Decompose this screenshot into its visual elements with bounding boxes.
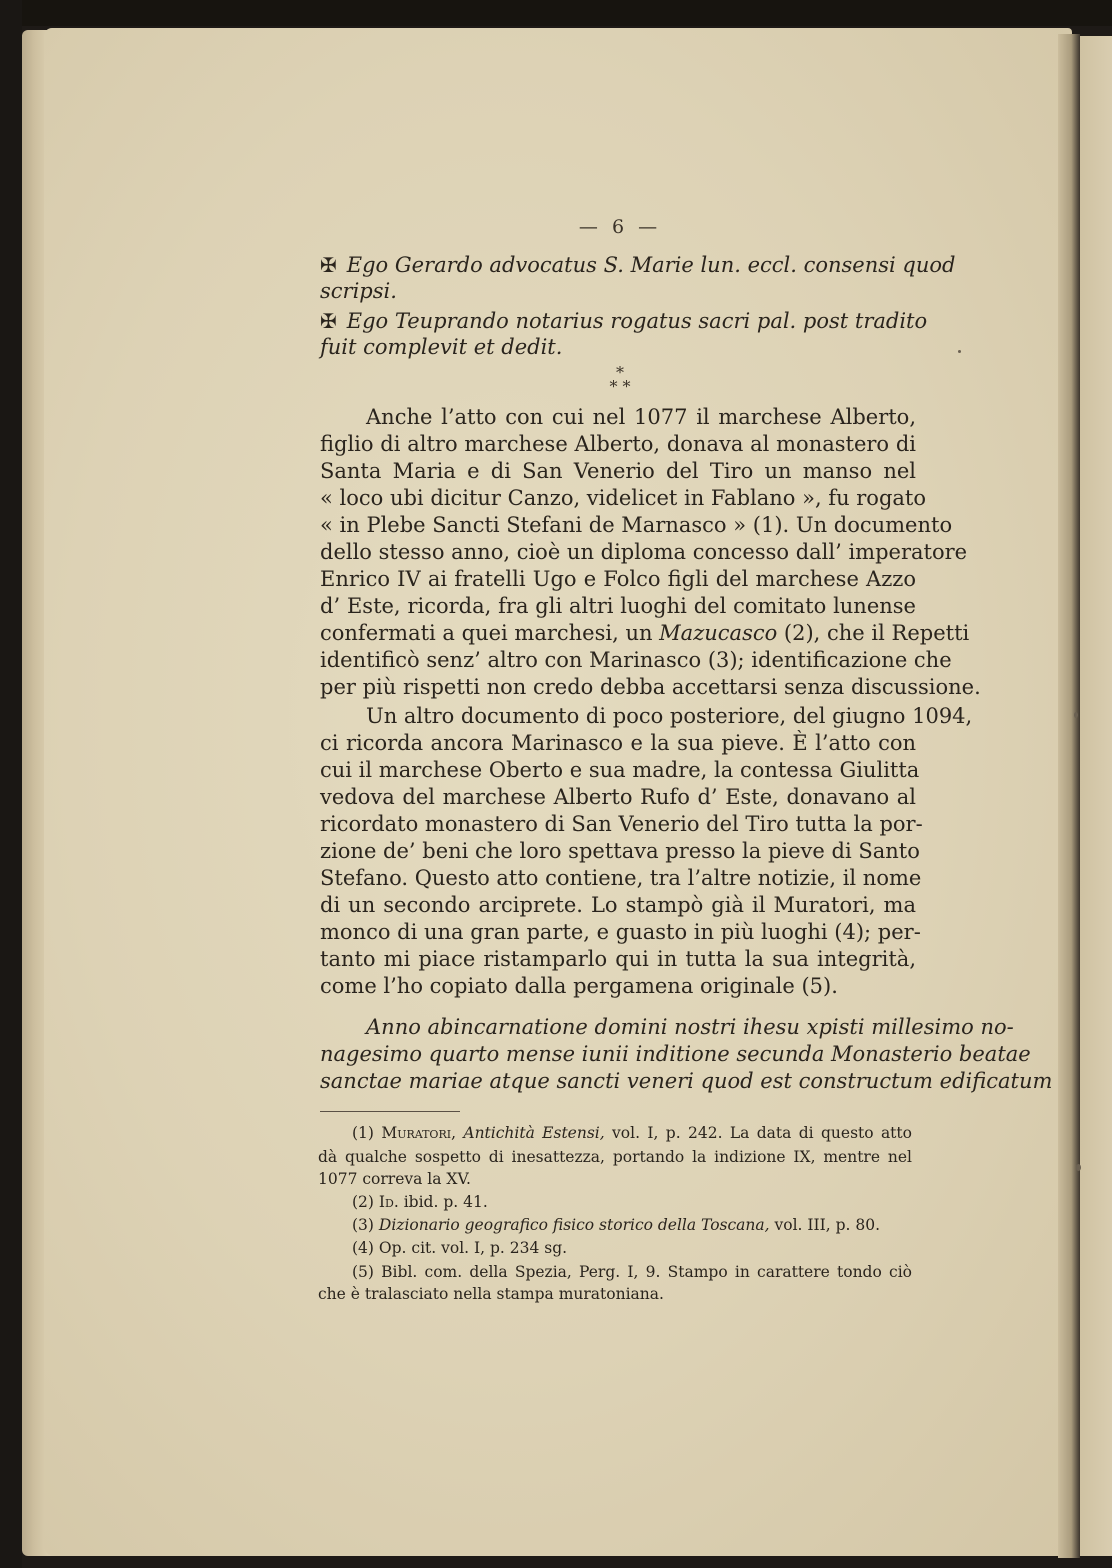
footnote-4: (4) Op. cit. vol. I, p. 234 sg. xyxy=(352,1239,568,1257)
scan-top-edge xyxy=(0,0,1112,26)
cross-icon: ✠ xyxy=(320,253,337,277)
text-line: zione de’ beni che loro spettava presso la pieve di Santo xyxy=(320,839,920,863)
paper-speck xyxy=(958,350,961,353)
text-line: Enrico IV ai fratelli Ugo e Folco figli del marchese Azzo xyxy=(320,567,916,591)
paper-speck xyxy=(1074,712,1078,718)
text-line: per più rispetti non credo debba accettarsi senza discussione. xyxy=(320,675,981,699)
signature-line: scripsi. xyxy=(320,279,397,303)
charter-line: sanctae mariae atque sancti veneri quod est constructum edificatum xyxy=(320,1069,1053,1093)
text-line: come l’ho copiato dalla pergamena originale (5). xyxy=(320,974,838,998)
signature-line: ✠ Ego Teuprando notarius rogatus sacri pal. post tradito xyxy=(320,309,928,333)
text-line: d’ Este, ricorda, fra gli altri luoghi del comitato lunense xyxy=(320,594,916,618)
footnote-1: (1) Muratori, Antichità Estensi, vol. I, p. 242. La data di questo atto xyxy=(352,1124,912,1142)
footnote-1-line: dà qualche sospetto di inesattezza, portando la indizione IX, mentre nel xyxy=(318,1148,912,1166)
footnote-5-line: che è tralasciato nella stampa muratoniana. xyxy=(318,1285,664,1303)
page-number: — 6 — xyxy=(578,216,662,238)
text-line: « loco ubi dicitur Canzo, videlicet in Fablano », fu rogato xyxy=(320,486,926,510)
text-line: di un secondo arciprete. Lo stampò già il Muratori, ma xyxy=(320,893,916,917)
footnote-rule xyxy=(320,1111,460,1112)
text-line: figlio di altro marchese Alberto, donava al monastero di xyxy=(320,432,916,456)
text-line: ci ricorda ancora Marinasco e la sua pieve. È l’atto con xyxy=(320,731,916,755)
text-line: monco di una gran parte, e guasto in più luoghi (4); per- xyxy=(320,920,921,944)
text-line: Un altro documento di poco posteriore, del giugno 1094, xyxy=(366,704,973,728)
text-line: Santa Maria e di San Venerio del Tiro un manso nel xyxy=(320,459,916,483)
cross-icon: ✠ xyxy=(320,309,337,333)
charter-line: Anno abincarnatione domini nostri ihesu xpisti millesimo no- xyxy=(366,1015,1014,1039)
scan-left-edge xyxy=(0,0,22,1568)
asterism: * * * xyxy=(609,363,631,396)
text-line: cui il marchese Oberto e sua madre, la contessa Giulitta xyxy=(320,758,920,782)
text-line: confermati a quei marchesi, un Mazucasco (2), che il Repetti xyxy=(320,621,970,645)
text-line: Anche l’atto con cui nel 1077 il marchese Alberto, xyxy=(366,405,916,429)
paper-speck xyxy=(1076,1164,1081,1171)
facing-page-edge xyxy=(1080,36,1112,1556)
text-line: dello stesso anno, cioè un diploma concesso dall’ imperatore xyxy=(320,540,968,564)
text-line: ricordato monastero di San Venerio del Tiro tutta la por- xyxy=(320,812,923,836)
book-gutter xyxy=(1058,34,1080,1558)
footnote-1-line: 1077 correva la XV. xyxy=(318,1170,471,1188)
place-name: Mazucasco xyxy=(659,621,778,645)
text-line: Stefano. Questo atto contiene, tra l’altre notizie, il nome xyxy=(320,866,922,890)
charter-line: nagesimo quarto mense iunii inditione secunda Monasterio beatae xyxy=(320,1042,1031,1066)
text-line: « in Plebe Sancti Stefani de Marnasco » (1). Un documento xyxy=(320,513,953,537)
text-line: tanto mi piace ristamparlo qui in tutta la sua integrità, xyxy=(320,947,916,971)
footnote-3: (3) Dizionario geografico fisico storico della Toscana, vol. III, p. 80. xyxy=(352,1216,881,1234)
signature-line: ✠ Ego Gerardo advocatus S. Marie lun. eccl. consensi quod xyxy=(320,253,956,277)
text-line: vedova del marchese Alberto Rufo d’ Este, donavano al xyxy=(320,785,916,809)
footnote-5: (5) Bibl. com. della Spezia, Perg. I, 9. Stampo in carattere tondo ciò xyxy=(352,1263,912,1281)
footnote-2: (2) Id. ibid. p. 41. xyxy=(352,1193,488,1211)
text-line: identificò senz’ altro con Marinasco (3); identificazione che xyxy=(320,648,952,672)
signature-line: fuit complevit et dedit. xyxy=(320,335,563,359)
